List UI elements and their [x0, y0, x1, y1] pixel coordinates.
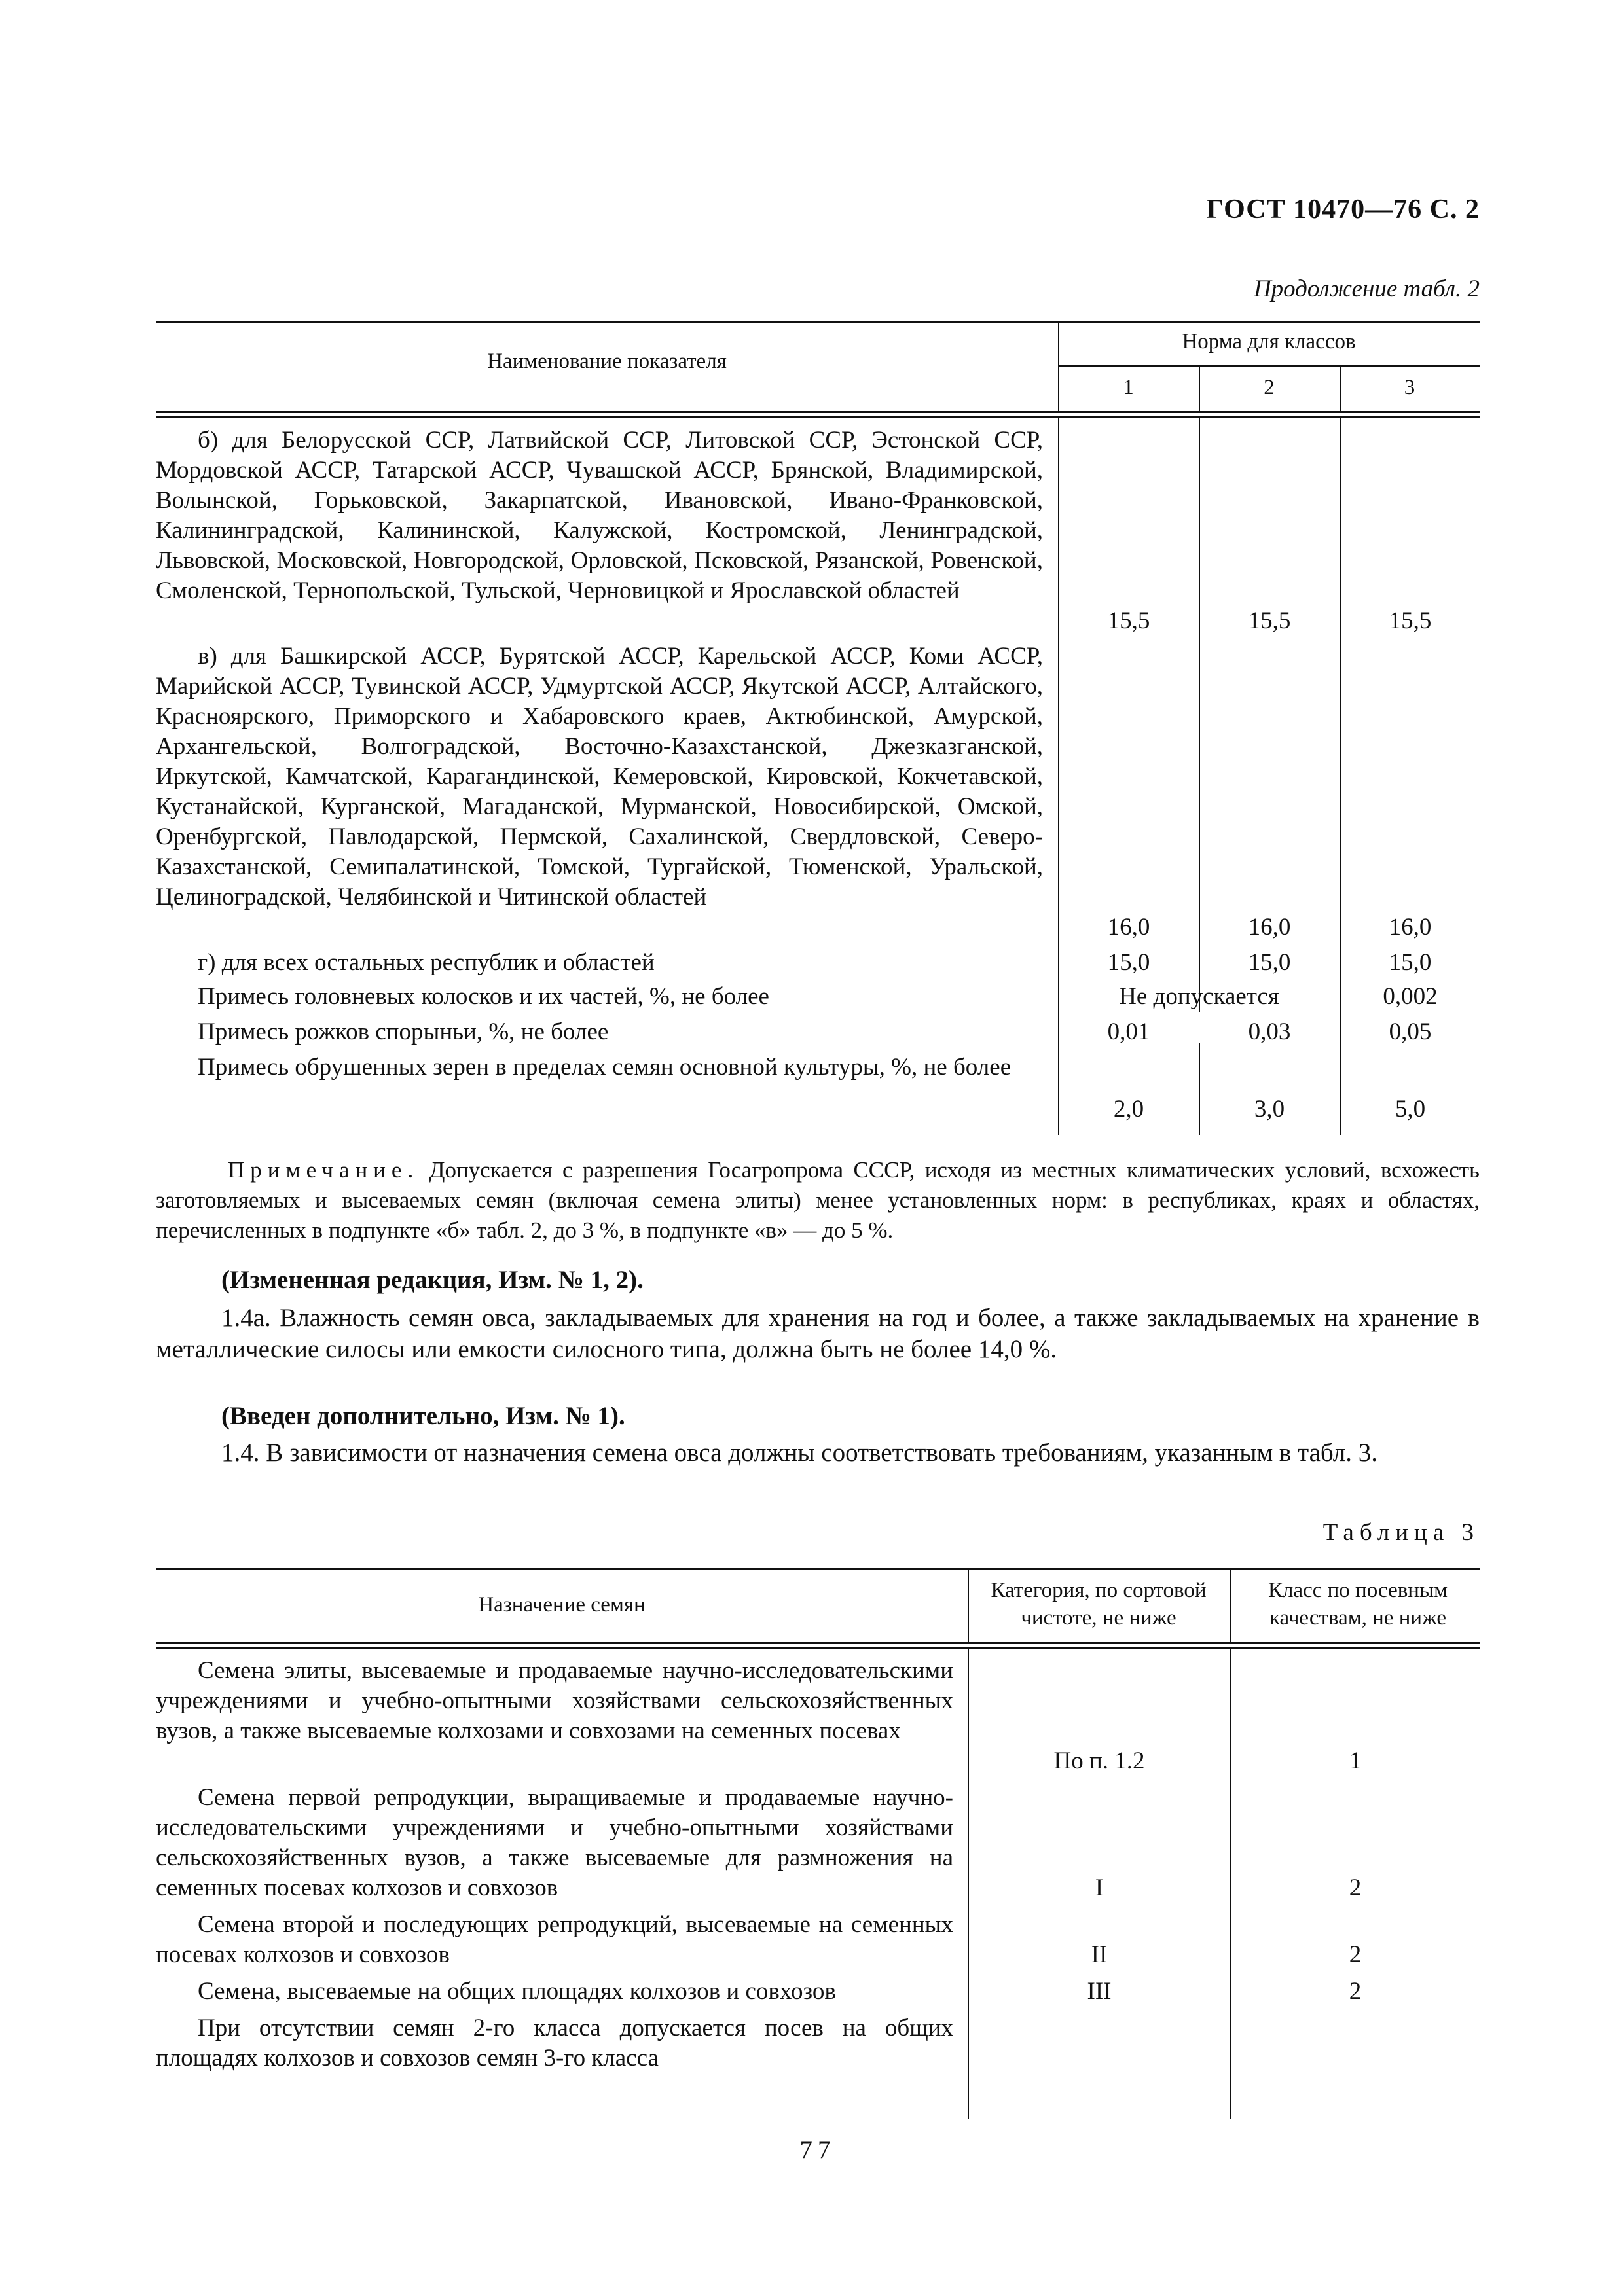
table-rule: [1199, 1043, 1200, 1135]
column-header-category: Категория, по сортовой чистоте, не ниже: [991, 1579, 1207, 1630]
page-number: 77: [799, 2136, 836, 2164]
table-rule: [156, 321, 1480, 323]
cell-value: 15,0: [1389, 949, 1432, 976]
clause-1-4: 1.4. В зависимости от назначения семена овса должны соответствовать требованиям, указанным в табл. 3.: [221, 1439, 1377, 1467]
table-row-label: Семена, высеваемые на общих площадях колхозов и совхозов: [198, 1978, 836, 2005]
column-header-purpose: Назначение семян: [478, 1593, 646, 1617]
table-rule: [156, 416, 1480, 418]
column-header-class-3: 3: [1404, 376, 1415, 399]
cell-value: 2: [1349, 1978, 1362, 2005]
cell-value: I: [1095, 1874, 1104, 1901]
table-row-label: в) для Башкирской АССР, Бурятской АССР, Карельской АССР, Коми АССР, Марийской АССР, Тувинской АССР, Удмуртской АССР, Якутской АССР, Алтайского, Красноярского, Приморского и Хабаровского краев, Актюбинской, Амурской, Архангельской, Волгоградской, Восточно-Казахстанской, Джезказганской, Иркутской, Камчатской, Карагандинской, Кемеровской, Кировской, Кокчетавской, Кустанайской, Курганской, Магаданской, Мурманской, Новосибирской, Омской, Оренбургской, Павлодарской, Пермской, Сахалинской, Свердловской, Северо-Казахстанской, Семипалатинской, Томской, Тургайской, Тюменской, Уральской, Целиноградской, Челябинской и Читинской областей: [156, 643, 1043, 910]
table-row-label: б) для Белорусской ССР, Латвийской ССР, Литовской ССР, Эстонской ССР, Мордовской АССР, Татарской АССР, Чувашской АССР, Брянской, Владимирской, Волынской, Горьковской, Закарпатской, Ивановской, Ивано-Франковской, Калининградской, Калининской, Калужской, Костромской, Ленинградской, Львовской, Московской, Новгородской, Орловской, Псковской, Рязанской, Ровенской, Смоленской, Тернопольской, Тульской, Черновицкой и Ярославской областей: [156, 427, 1043, 604]
cell-value: 0,002: [1383, 983, 1438, 1010]
clause-1-4a: 1.4а. Влажность семян овса, закладываемых для хранения на год и более, а также закладываемых на хранение в металлические силосы или емкости силосного типа, должна быть не более 14,0 %.: [156, 1304, 1480, 1363]
cell-value: 16,0: [1389, 914, 1432, 941]
table-rule: [156, 1568, 1480, 1570]
table-row-label: г) для всех остальных республик и областей: [198, 949, 655, 976]
table-3-label: Таблица 3: [1322, 1519, 1480, 1546]
column-header-class-1: 1: [1123, 376, 1134, 399]
table-rule: [1058, 365, 1480, 367]
cell-value: 0,05: [1389, 1018, 1432, 1045]
table-row-label: Семена первой репродукции, выращиваемые и продаваемые научно-исследовательскими учреждениями и учебно-опытными хозяйствами сельскохозяйственных вузов, а также высеваемые для размножения на семенных посевах колхозов и совхозов: [156, 1784, 953, 1901]
table-row-label: Примесь головневых колосков и их частей, %, не более: [198, 983, 769, 1010]
table-rule: [156, 411, 1480, 413]
table-rule: [156, 1642, 1480, 1644]
table-row-label: При отсутствии семян 2-го класса допускается посев на общих площадях колхозов и совхозов семян 3-го класса: [156, 2015, 953, 2072]
cell-value: 15,0: [1107, 949, 1150, 976]
column-header-name: Наименование показателя: [487, 350, 727, 373]
cell-value: 15,5: [1248, 607, 1291, 634]
table-rule: [156, 1647, 1480, 1649]
cell-value: 15,5: [1107, 607, 1150, 634]
cell-value: 5,0: [1395, 1096, 1426, 1122]
cell-value: По п. 1.2: [1053, 1748, 1145, 1774]
cell-value: 3,0: [1254, 1096, 1285, 1122]
table-continuation-label: Продолжение табл. 2: [1253, 276, 1480, 302]
table-rule: [1230, 1568, 1231, 1642]
page-header: ГОСТ 10470—76 С. 2: [1206, 194, 1480, 224]
cell-value: 15,0: [1248, 949, 1291, 976]
cell-value: 0,01: [1107, 1018, 1150, 1045]
table-row-label: Примесь обрушенных зерен в пределах семян основной культуры, %, не более: [198, 1054, 1012, 1081]
table-row-label: Семена второй и последующих репродукций, высеваемые на семенных посевах колхозов и совхозов: [156, 1911, 953, 1968]
cell-value: 15,5: [1389, 607, 1432, 634]
cell-value: 1: [1349, 1748, 1362, 1774]
cell-value-merged: Не допускается: [1119, 983, 1279, 1010]
column-header-class-2: 2: [1264, 376, 1275, 399]
cell-value: 16,0: [1248, 914, 1291, 941]
table-rule: [1340, 416, 1341, 1135]
cell-value: 0,03: [1248, 1018, 1291, 1045]
column-header-norm: Норма для классов: [1182, 330, 1356, 353]
cell-value: II: [1091, 1941, 1108, 1968]
table-rule: [1199, 416, 1200, 1012]
cell-value: III: [1087, 1978, 1112, 2005]
cell-value: 2: [1349, 1874, 1362, 1901]
table-rule: [968, 1568, 969, 1642]
amendment-note: (Измененная редакция, Изм. № 1, 2).: [221, 1266, 644, 1294]
document-page: [156, 0, 1480, 2296]
table-rule: [1058, 416, 1059, 1135]
table-row-label: Семена элиты, высеваемые и продаваемые научно-исследовательскими учреждениями и учебно-опытными хозяйствами сельскохозяйственных вузов, а также высеваемые колхозами и совхозами на семенных посевах: [156, 1657, 953, 1744]
cell-value: 2: [1349, 1941, 1362, 1968]
cell-value: 2,0: [1113, 1096, 1144, 1122]
table-note: Примечание. Допускается с разрешения Госагропрома СССР, исходя из местных климатических условий, всхожесть заготовляемых и высеваемых семян (включая семена элиты) менее установленных норм: в республиках, краях и областях, перечисленных в подпункте «б» табл. 2, до 3 %, в подпункте «в» — до 5 %.: [156, 1157, 1480, 1243]
amendment-note: (Введен дополнительно, Изм. № 1).: [221, 1402, 625, 1430]
cell-value: 16,0: [1107, 914, 1150, 941]
column-header-class: Класс по посевным качествам, не ниже: [1267, 1579, 1448, 1630]
table-row-label: Примесь рожков спорыньи, %, не более: [198, 1018, 609, 1045]
